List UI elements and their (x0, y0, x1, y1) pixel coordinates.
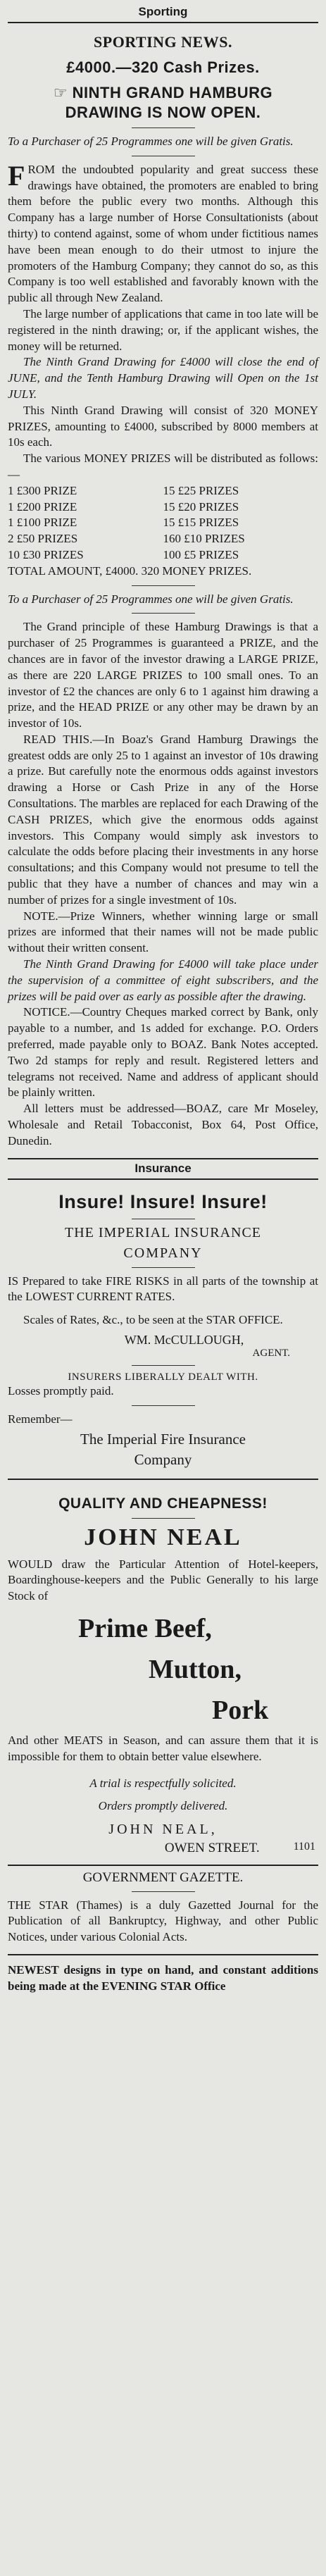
read-this-paragraph: READ THIS.—In Boaz's Grand Hamburg Drawings the greatest odds are only 25 to 1 against an investor of 10s drawing a prize. But carefully note the enormous odds against investors drawing a Horse or Cash Prize in any of the Horse Consultations. The marbles are replaced for each Drawing of the CASH PRIZES, which give the enormous odds against investors. This Company would simply ask investors to calculate the odds before placing their investments in any horse consultations; and this Company would not presume to tell the public that they have a number of chances and may win a number of prizes for a single investment of 10s. (8, 732, 318, 907)
prize-row (8, 531, 318, 547)
butcher-advert (8, 1495, 318, 1856)
prize-right: 100 £5 PRIZES (163, 547, 239, 561)
other-meats-paragraph: And other MEATS in Season, and can assure them that it is impossible for them to obtain better value elsewhere. (8, 1733, 318, 1763)
prize-left: 10 £30 PRIZES (8, 547, 84, 561)
divider (8, 1865, 318, 1866)
newspaper-column (8, 0, 318, 2576)
prize-left: 1 £100 PRIZE (8, 516, 77, 530)
remember-line-1: The Imperial Fire Insurance (80, 1430, 246, 1448)
divider (132, 585, 195, 586)
signature-name: JOHN NEAL, (108, 1821, 218, 1837)
closing-date-paragraph: The Ninth Grand Drawing for £4000 will close the end of JUNE, and the Tenth Hamburg Drawing will Open on the 1st JULY. (8, 355, 318, 401)
fire-risks-paragraph: IS Prepared to take FIRE RISKS in all parts of the township at the LOWEST CURRENT RATES. (8, 1274, 318, 1304)
losses-paid: Losses promptly paid. (8, 1384, 114, 1398)
signature-address-row (8, 1841, 318, 1856)
prize-row (8, 499, 318, 516)
divider (132, 1891, 195, 1892)
intro-text: ROM the undoubted popularity and great success these drawings have obtained, the promoters are enabled to bring them before the public every two months. Although this Company has a large number of Horse Consultationists (about thirty) to contend against, some of whom under fictitious names have been mean enough to do their utmost to injure the promoters of the Hamburg Company; they cannot do so, as this Company is too well established and favorably known with the public all through New Zealand. (8, 162, 318, 305)
john-neal-name: JOHN NEAL (84, 1524, 242, 1550)
prize-row (8, 515, 318, 531)
prize-right: 15 £20 PRIZES (163, 499, 239, 514)
orders-note: Orders promptly delivered. (98, 1798, 228, 1812)
divider (132, 127, 195, 128)
quality-headline: QUALITY AND CHEAPNESS! (58, 1495, 268, 1512)
divider (132, 613, 195, 614)
sporting-section (8, 0, 318, 1150)
agent-name: WM. McCULLOUGH, (124, 1333, 244, 1347)
prize-total: TOTAL AMOUNT, £4000. 320 MONEY PRIZES. (8, 564, 252, 578)
newest-designs-advert (8, 1962, 318, 1995)
cash-prizes-subhead: £4000.—320 Cash Prizes. (66, 58, 260, 76)
notice-paragraph: NOTICE.—Country Cheques marked correct by Bank, only payable to a number, and 1s added for exchange. P.O. Orders preferred, made payable only to BOAZ. Bank Notes accepted. Two 2d stamps for reply and result. Registered letters and telegrams not received. Name and address of applicant should be plainly written. (8, 1005, 318, 1100)
address-paragraph: All letters must be addressed—BOAZ, care Mr Moseley, Wholesale and Retail Tobacconist, Box 64, Post Office, Dunedin. (8, 1102, 318, 1147)
prize-left: 1 £200 PRIZE (8, 499, 77, 514)
drop-cap: F (8, 159, 25, 192)
section-title-sporting: Sporting (138, 5, 188, 18)
scales-paragraph: Scales of Rates, &c., to be seen at the STAR OFFICE. (23, 1313, 283, 1327)
advert-number: 1101 (293, 1840, 315, 1853)
sporting-headline: SPORTING NEWS. (94, 33, 232, 51)
remember-line-2: Company (134, 1450, 192, 1468)
liberal-dealing: INSURERS LIBERALLY DEALT WITH. (68, 1371, 258, 1383)
supervision-paragraph: The Ninth Grand Drawing for £4000 will take place under the supervision of a committee of eight subscribers, and the prizes will be paid over as early as possible after the drawing. (8, 957, 318, 1003)
gratis-note: To a Purchaser of 25 Programmes one will be given Gratis. (8, 135, 294, 148)
mutton: Mutton, (149, 1654, 242, 1684)
newest-paragraph: NEWEST designs in type on hand, and constant additions being made at the EVENING STAR Office (8, 1962, 318, 1993)
prime-beef: Prime Beef, (78, 1613, 212, 1643)
prize-right: 160 £10 PRIZES (163, 532, 245, 546)
prize-left: 2 £50 PRIZES (8, 532, 78, 546)
trial-note: A trial is respectfully solicited. (89, 1776, 237, 1790)
prize-row (8, 547, 318, 564)
gazette-advert (8, 1870, 318, 1946)
prize-table (8, 483, 318, 564)
insurance-section (8, 1159, 318, 1469)
insure-headline: Insure! Insure! Insure! (58, 1190, 268, 1212)
divider (8, 22, 318, 23)
note-paragraph: NOTE.—Prize Winners, whether winning large or small prizes are informed that their names will not be made public without their written consent. (8, 909, 318, 955)
remember-label: Remember— (8, 1412, 73, 1426)
principle-paragraph: The Grand principle of these Hamburg Drawings is that a purchaser of 25 Programmes is guaranteed a PRIZE, and the chances are in favor of the investor drawing a LARGE PRIZE, as there are 220 LARGE PRIZES to 100 small ones. To an investor of £2 the chances are only 6 to 1 against him drawing a prize, and the HEAD PRIZE or any other may be drawn by an investor of 10s. (8, 620, 318, 730)
gazette-headline: GOVERNMENT GAZETTE. (82, 1869, 244, 1885)
prize-count-paragraph: This Ninth Grand Drawing will consist of 320 MONEY PRIZES, amounting to £4000, subscribed by 8000 members at 10s each. (8, 403, 318, 449)
intro-paragraph (8, 159, 318, 306)
divider (132, 1365, 195, 1366)
neal-intro-paragraph: WOULD draw the Particular Attention of Hotel-keepers, Boardinghouse-keepers and the Public Generally to his large Stock of (8, 1557, 318, 1603)
divider (8, 1178, 318, 1180)
banner-line-1: ☞ NINTH GRAND HAMBURG (53, 84, 273, 101)
agent-title: AGENT. (252, 1348, 290, 1359)
section-title-insurance: Insurance (134, 1161, 192, 1175)
gazette-paragraph: THE STAR (Thames) is a duly Gazetted Journal for the Publication of all Bankruptcy, Highway, and other Public Notices, under various Colonial Acts. (8, 1898, 318, 1944)
company-name-line-1: THE IMPERIAL INSURANCE (64, 1224, 262, 1240)
pork: Pork (212, 1695, 269, 1725)
prize-right: 15 £25 PRIZES (163, 483, 239, 497)
banner-line-2: DRAWING IS NOW OPEN. (65, 104, 261, 121)
late-applications-paragraph: The large number of applications that came in too late will be registered in the ninth drawing; or, if the applicant wishes, the money will be returned. (8, 306, 318, 353)
divider (8, 1954, 318, 1955)
prize-row (8, 483, 318, 499)
prize-left: 1 £300 PRIZE (8, 483, 77, 497)
distribution-intro: The various MONEY PRIZES will be distributed as follows:— (8, 452, 318, 481)
gratis-note: To a Purchaser of 25 Programmes one will be given Gratis. (8, 592, 294, 606)
company-name-line-2: COMPANY (123, 1245, 203, 1261)
divider (132, 1267, 195, 1268)
divider (8, 1479, 318, 1480)
signature-address: OWEN STREET. (164, 1840, 260, 1855)
divider (132, 1518, 195, 1519)
prize-right: 15 £15 PRIZES (163, 516, 239, 530)
divider (132, 1405, 195, 1406)
